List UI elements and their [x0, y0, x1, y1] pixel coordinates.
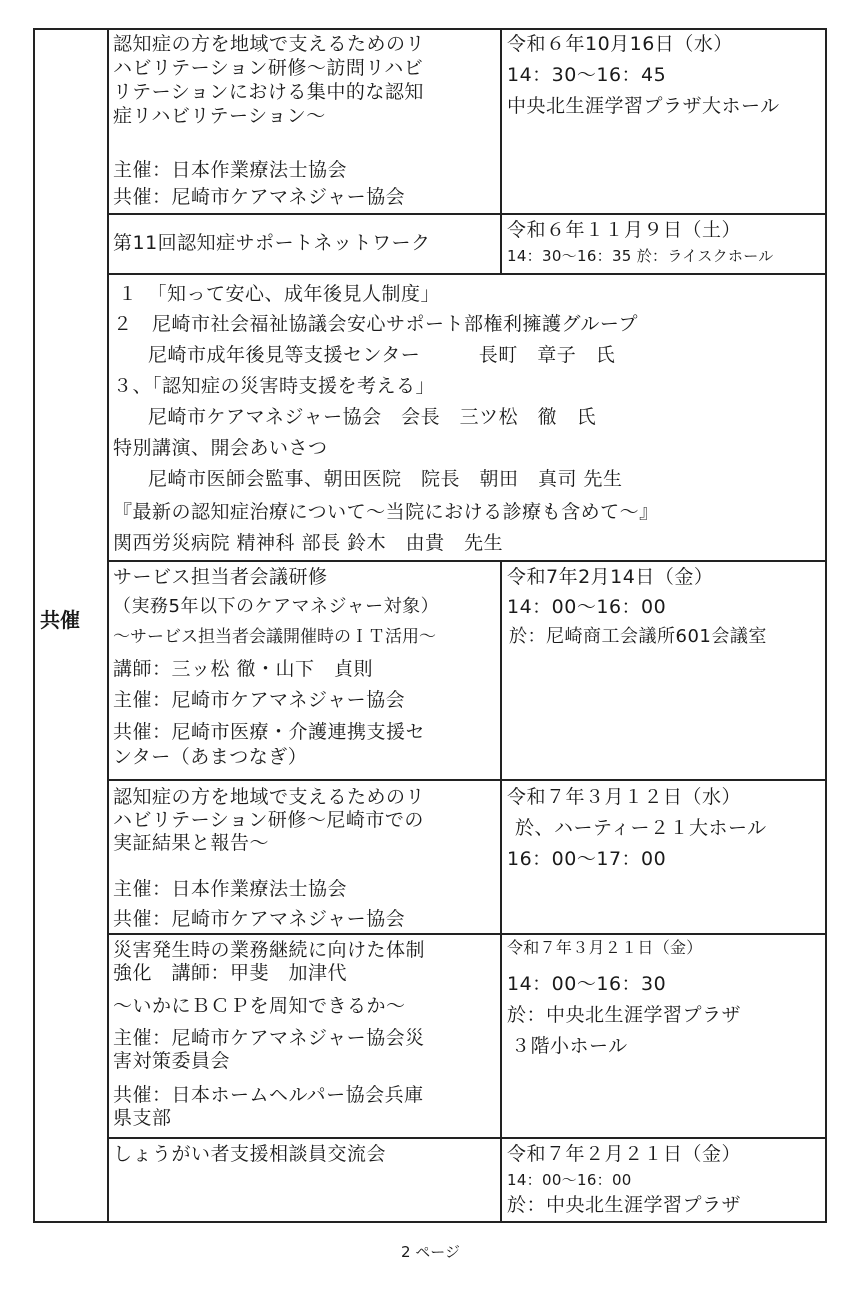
event-title-line: （実務5年以下のケアマネジャー対象）	[113, 596, 440, 617]
event-cohost: 共催：尼崎市ケアマネジャー協会	[113, 186, 406, 208]
event-date: 令和７年２月２１日（金）	[507, 1143, 742, 1165]
detail-line: 特別講演、開会あいさつ	[113, 437, 328, 459]
detail-line: １ 「知って安心、成年後見人制度」	[118, 283, 441, 305]
event-date: 令和７年３月１２日（水）	[507, 786, 742, 808]
event-title-line: 強化 講師：甲斐 加津代	[113, 962, 348, 984]
table-border-left	[33, 28, 35, 1223]
event-title-line: リテーションにおける集中的な認知	[113, 81, 424, 103]
event-date: 令和７年３月２１日（金）	[507, 938, 703, 957]
row-divider	[107, 933, 827, 935]
page-number: 2 ページ	[400, 1243, 460, 1261]
event-venue: 於：中央北生涯学習プラザ	[507, 1194, 742, 1216]
table-border-top	[33, 28, 827, 30]
event-cohost-cont: 県支部	[113, 1107, 172, 1129]
detail-line: 尼崎市ケアマネジャー協会 会長 三ツ松 徹 氏	[148, 406, 597, 428]
detail-line: 尼崎市成年後見等支援センター 長町 章子 氏	[148, 344, 616, 366]
column-divider	[500, 560, 502, 1223]
event-venue: 中央北生涯学習プラザ大ホール	[507, 95, 780, 117]
event-time-venue: 14：30～16：35 於：ライスクホール	[507, 247, 774, 265]
event-organizer: 主催：尼崎市ケアマネジャー協会災	[113, 1027, 425, 1049]
event-cohost: 共催：尼崎市医療・介護連携支援セ	[113, 721, 426, 743]
event-time: 16：00～17：00	[507, 848, 667, 870]
side-label: 共催	[40, 608, 80, 632]
detail-line: ３、「認知症の災害時支援を考える」	[113, 375, 436, 397]
event-venue: 於：尼崎商工会議所601会議室	[509, 626, 767, 647]
event-time: 14：00～16：00	[507, 1171, 632, 1189]
event-title-line: サービス担当者会議研修	[113, 566, 328, 588]
event-title-line: 症リハビリテーション～	[113, 105, 326, 127]
event-date: 令和7年2月14日（金）	[507, 566, 714, 588]
event-title-line: 認知症の方を地域で支えるためのリ	[113, 786, 426, 808]
event-title-line: しょうがい者支援相談員交流会	[113, 1143, 387, 1165]
event-cohost: 共催：日本ホームヘルパー協会兵庫	[113, 1084, 424, 1106]
table-border-right	[825, 28, 827, 1223]
event-venue: 於：中央北生涯学習プラザ	[507, 1004, 742, 1026]
detail-line: 関西労災病院 精神科 部長 鈴木 由貴 先生	[113, 532, 504, 554]
detail-line: ２ 尼崎市社会福祉協議会安心サポート部権利擁護グループ	[113, 313, 638, 335]
event-organizer: 主催：日本作業療法士協会	[113, 878, 348, 900]
event-organizer: 主催：尼崎市ケアマネジャー協会	[113, 689, 406, 711]
event-organizer: 主催：日本作業療法士協会	[113, 159, 348, 181]
event-organizer-cont: 害対策委員会	[113, 1050, 231, 1072]
row-divider	[107, 560, 827, 562]
event-date: 令和６年10月16日（水）	[507, 33, 733, 55]
event-title-line: ～サービス担当者会議開催時のＩＴ活用～	[113, 627, 436, 647]
event-time: 14：30～16：45	[507, 64, 667, 86]
table-border-bottom	[33, 1221, 827, 1223]
row-divider	[107, 779, 827, 781]
row-divider	[107, 273, 827, 275]
event-title-line: 災害発生時の業務継続に向けた体制	[113, 939, 426, 961]
event-title-line: 認知症の方を地域で支えるためのリ	[113, 33, 426, 55]
event-time: 14：00～16：30	[507, 973, 667, 995]
event-lecturer: 講師：三ッ松 徹・山下 貞則	[113, 658, 374, 680]
row-divider	[107, 213, 827, 215]
detail-line: 『最新の認知症治療について～当院における診療も含めて～』	[113, 501, 659, 523]
event-title-line: ハビリテーション研修～尼崎市での	[113, 809, 424, 831]
label-column-divider	[107, 28, 109, 1223]
event-time: 14：00～16：00	[507, 596, 667, 618]
event-venue-cont: ３階小ホール	[511, 1035, 628, 1057]
event-date: 令和６年１１月９日（土）	[507, 219, 742, 241]
event-title-line: ハビリテーション研修～訪問リハビ	[113, 57, 424, 79]
event-title-line: 実証結果と報告～	[113, 832, 270, 854]
event-venue: 於、ハーティー２１大ホール	[515, 817, 767, 839]
event-title-line: ～いかにＢＣＰを周知できるか～	[113, 995, 406, 1017]
event-title-line: 第11回認知症サポートネットワーク	[113, 232, 431, 254]
row-divider	[107, 1137, 827, 1139]
event-cohost: 共催：尼崎市ケアマネジャー協会	[113, 908, 406, 930]
detail-line: 尼崎市医師会監事、朝田医院 院長 朝田 真司 先生	[148, 468, 623, 490]
event-cohost-cont: ンター（あまつなぎ）	[113, 746, 308, 768]
column-divider	[500, 28, 502, 275]
